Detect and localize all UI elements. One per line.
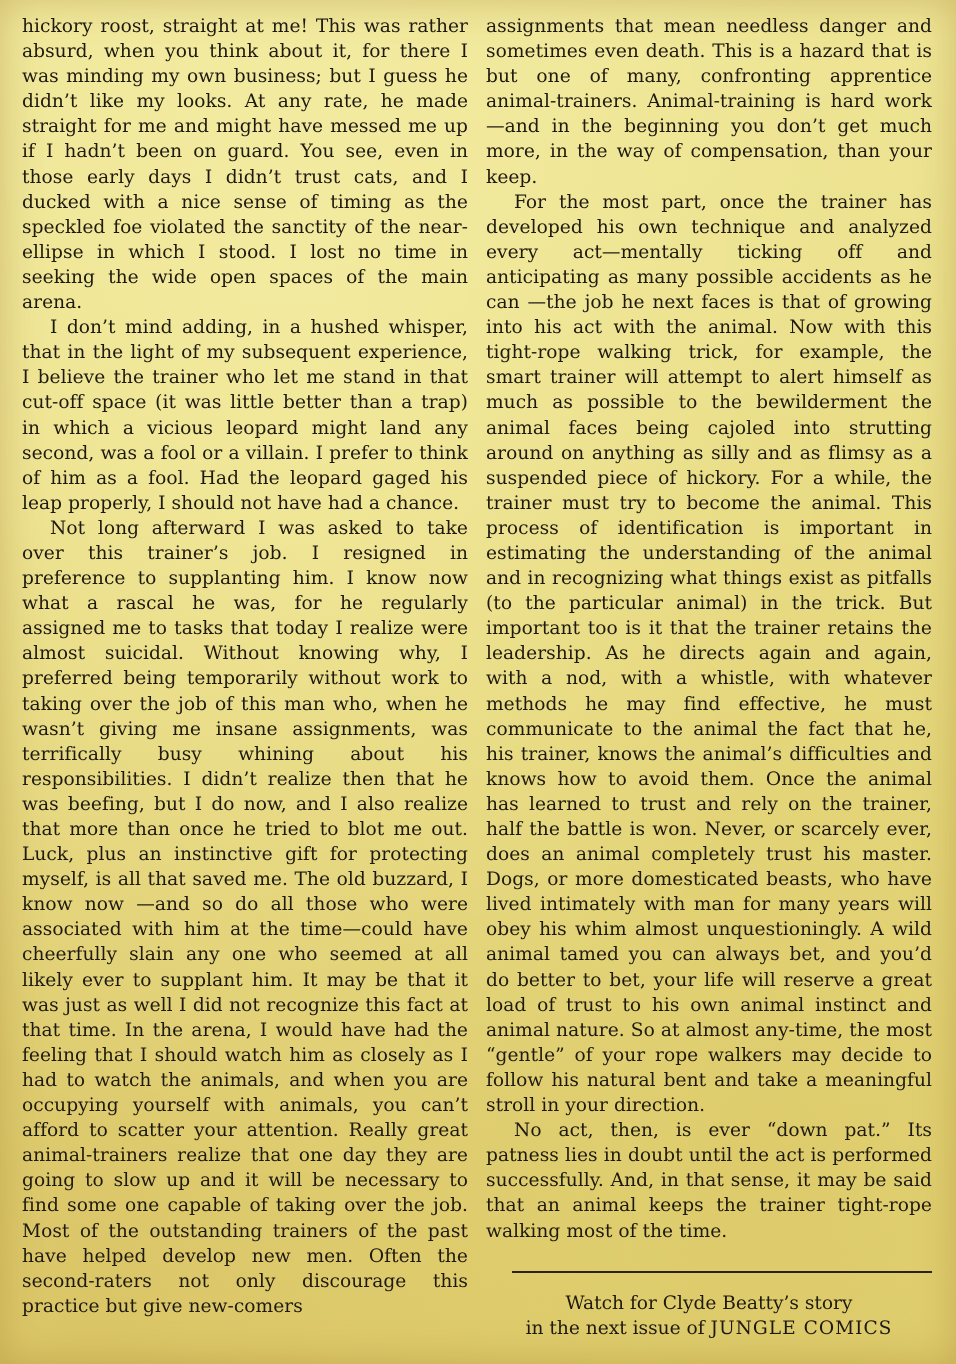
left-paragraph-1: hickory roost, straight at me! This was rather absurd, when you think about it, for there I was minding my own business; but I guess he didn’t like my looks. At any rate, he made straight for me and might have messed me up if I hadn’t been on guard. You see, even in those early days I didn’t trust cats, and I ducked with a nice sense of timing as the speckled foe violated the sanctity of the near-ellipse in which I stood. I lost no time in seeking the wide open spaces of the main arena.: [22, 16, 468, 314]
footer-line-2: [486, 1316, 932, 1341]
right-column: [486, 14, 932, 1244]
footer-divider: [512, 1271, 932, 1273]
left-column: [22, 14, 468, 1319]
right-paragraph-3: No act, then, is ever “down pat.” Its patness lies in doubt until the act is performed successfully. And, in that sense, it may be said that an animal keeps the trainer tight-rope walking most of the time.: [486, 1120, 932, 1242]
left-paragraph-2: I don’t mind adding, in a hushed whisper, that in the light of my subsequent experience, I believe the trainer who let me stand in that cut-off space (it was little better than a trap) in which a vicious leopard might land any second, was a fool or a villain. I prefer to think of him as a fool. Had the leopard gaged his leap properly, I should not have had a chance.: [22, 317, 468, 514]
right-paragraph-2: For the most part, once the trainer has developed his own technique and analyzed every act—mentally ticking off and anticipating as many possible accidents as he can —the job he next faces is that of growing into his act with the animal. Now with this tight-rope walking trick, for example, the smart trainer will attempt to alert himself as much as possible to the bewilderment the animal faces being cajoled into strutting around on anything as silly and as flimsy as a suspended piece of hickory. For a while, the trainer must try to become the animal. This process of identification is important in estimating the understanding of the animal and in recognizing what things exist as pitfalls (to the particular animal) in the trick. But important too is it that the trainer retains the leadership. As he directs again and again, with a nod, with a whistle, with whatever methods he may find effective, he must communicate to the animal the fact that he, his trainer, knows the animal’s difficulties and knows how to avoid them. Once the animal has learned to trust and rely on the trainer, half the battle is won. Never, or scarcely ever, does an animal completely trust his master. Dogs, or more domesticated beasts, who have lived intimately with man for many years will obey his whim almost unquestioningly. A wild animal tamed you can always bet, and you’d do better to bet, your life will reserve a great load of trust to his own animal instinct and animal nature. So at almost any-time, the most “gentle” of your rope walkers may decide to follow his natural bent and take a meaningful stroll in your direction.: [486, 191, 932, 1117]
footer-comic-title: JUNGLE COMICS: [710, 1318, 893, 1339]
left-paragraph-3: Not long afterward I was asked to take over this trainer’s job. I resigned in preference to supplanting him. I know now what a rascal he was, for he regularly assigned me to tasks that today I realize were almost suicidal. Without knowing why, I preferred being temporarily without work to taking over the job of this man who, when he wasn’t giving me insane assignments, was terrifically busy whining about his responsibilities. I didn’t realize then that he was beefing, but I do now, and I also realize that more than once he tried to blot me out. Luck, plus an instinctive gift for protecting myself, is all that saved me. The old buzzard, I know now —and so do all those who were associated with him at the time—could have cheerfully slain any one who seemed at all likely ever to supplant him. It may be that it was just as well I did not recognize this fact at that time. In the arena, I would have had the feeling that I should watch him as closely as I had to watch the animals, and when you are occupying yourself with animals, you can’t afford to scatter your attention. Really great animal-trainers realize that one day they are going to slow up and it will be necessary to find some one capable of taking over the job. Most of the outstanding trainers of the past have helped develop new men. Often the second-raters not only discourage this practice but give new-comers: [22, 517, 468, 1317]
right-paragraph-1: assignments that mean needless danger and sometimes even death. This is a hazard that is but one of many, confronting apprentice animal-trainers. Animal-training is hard work —and in the beginning you don’t get much more, in the way of compensation, than your keep.: [486, 16, 932, 188]
footer-line-1: Watch for Clyde Beatty’s story: [565, 1293, 853, 1314]
footer-line-2-prefix: in the next issue of: [525, 1318, 711, 1339]
footer-promo: [486, 1291, 932, 1341]
